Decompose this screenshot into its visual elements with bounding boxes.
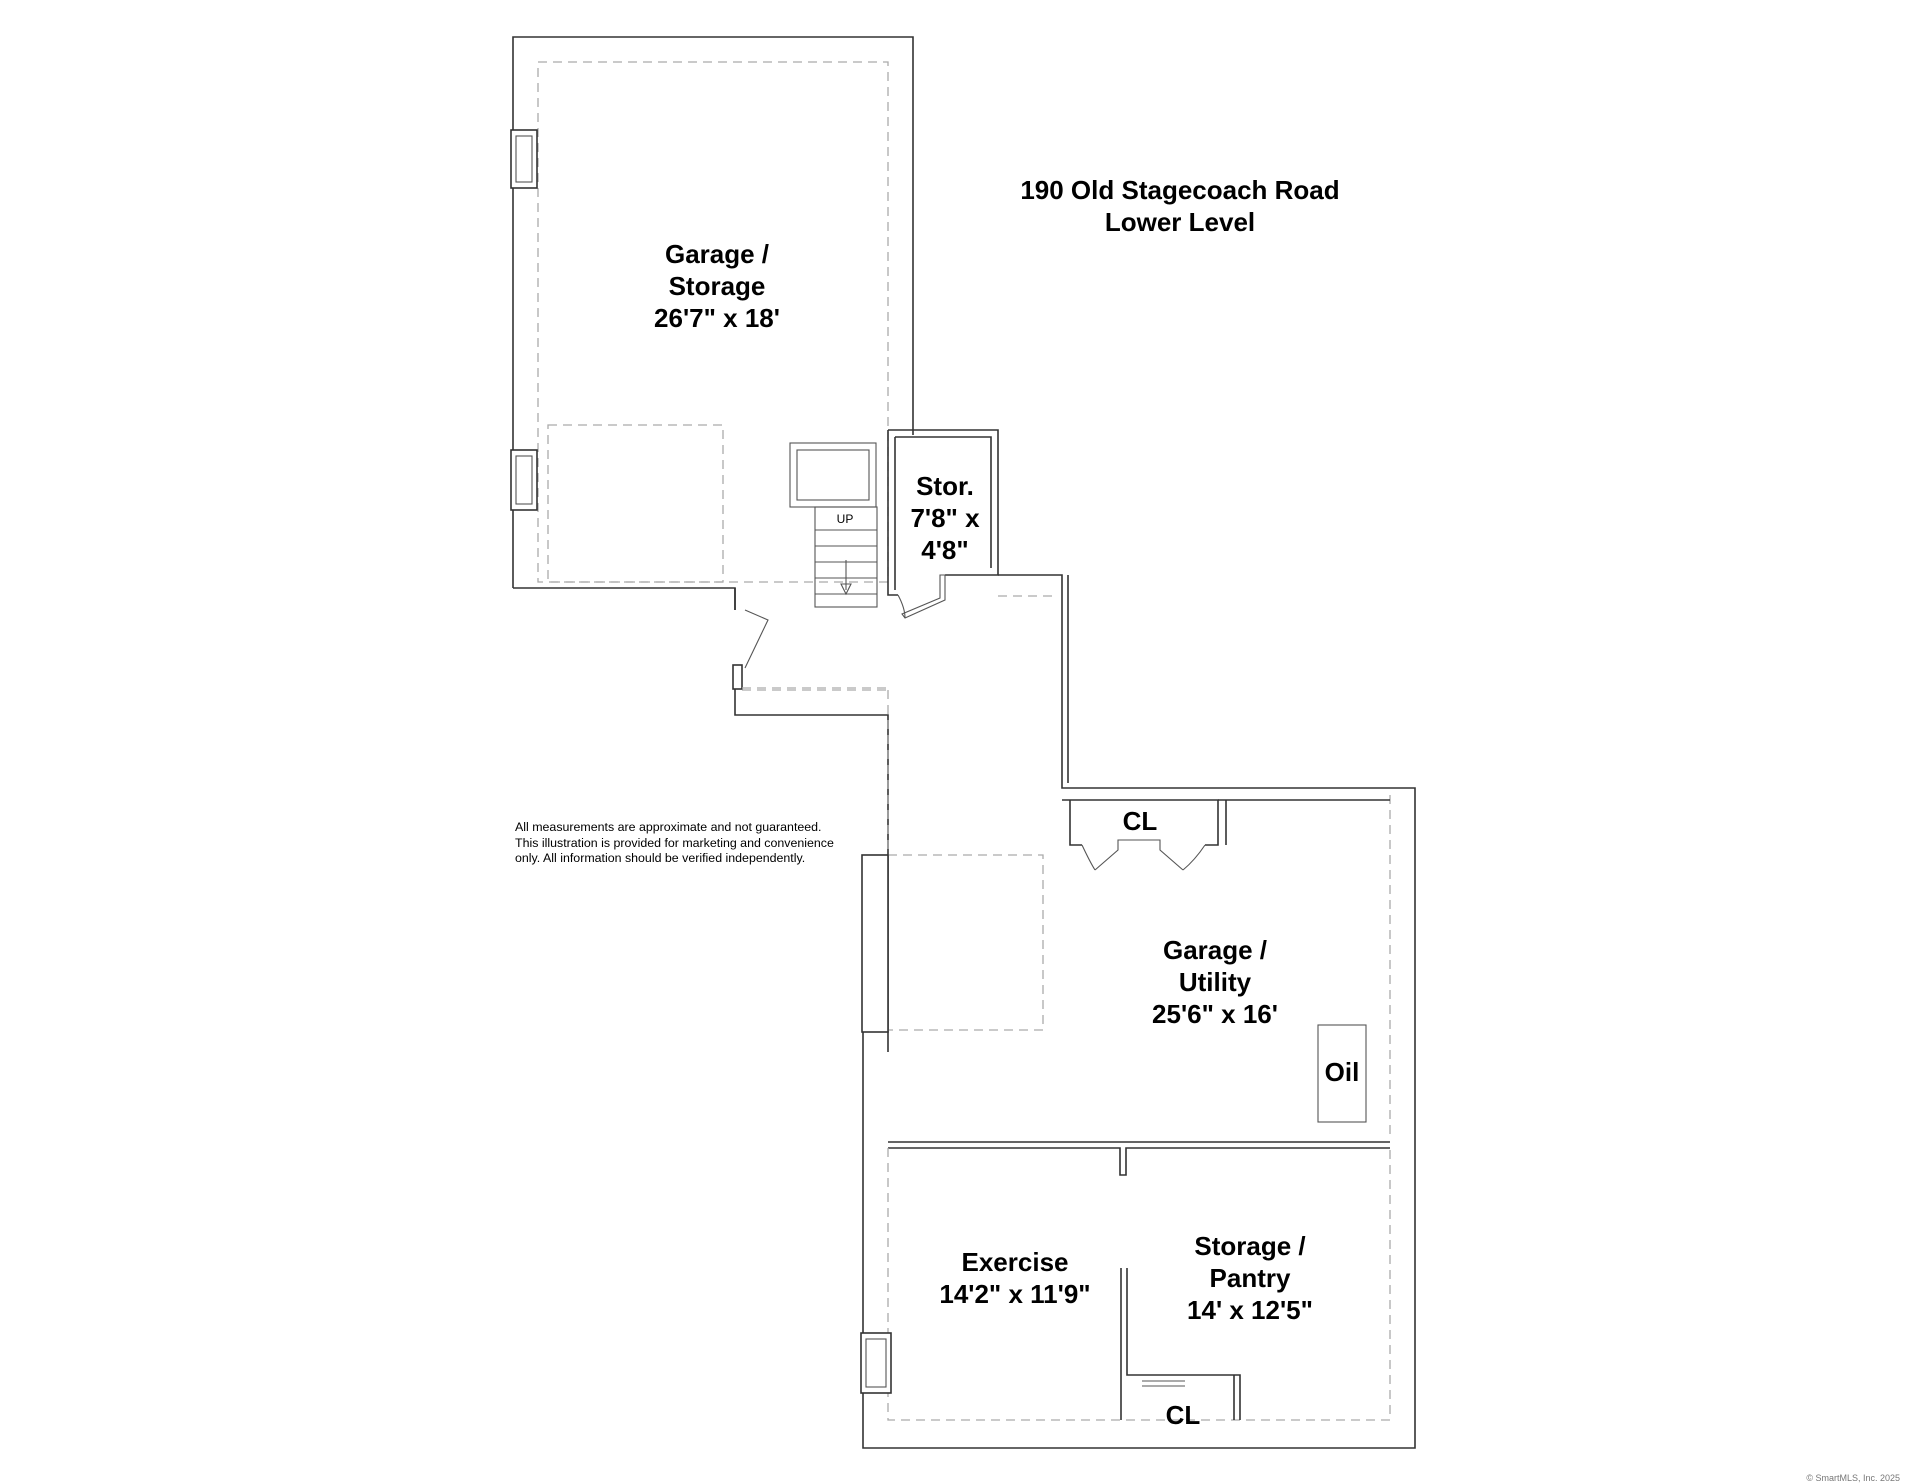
room-name: Pantry [1209, 1263, 1291, 1293]
room-exercise [910, 1246, 1120, 1310]
room-garage-utility [1115, 934, 1315, 1030]
copyright: © SmartMLS, Inc. 2025 [1806, 1473, 1900, 1483]
room-stor [893, 470, 997, 566]
room-name: Storage [668, 271, 766, 301]
room-name: Storage / [1194, 1231, 1306, 1261]
room-name: Garage / [664, 239, 770, 269]
room-dims: 7'8" x [910, 503, 980, 533]
plan-level: Lower Level [1104, 207, 1256, 237]
room-dims: 14'2" x 11'9" [939, 1279, 1091, 1309]
plan-address: 190 Old Stagecoach Road [1020, 175, 1340, 205]
room-dims: 4'8" [921, 535, 969, 565]
room-dims: 14' x 12'5" [1187, 1295, 1313, 1325]
room-name: Stor. [916, 471, 974, 501]
plan-title [980, 174, 1380, 238]
room-closet-upper: CL [1122, 806, 1158, 836]
room-closet-lower: CL [1165, 1400, 1201, 1430]
room-name: Garage / [1162, 935, 1268, 965]
room-dims: 25'6" x 16' [1152, 999, 1278, 1029]
room-dims: 26'7" x 18' [654, 303, 780, 333]
room-name: Exercise [961, 1247, 1069, 1277]
oil-tank-label: Oil [1324, 1057, 1360, 1087]
room-garage-storage [617, 238, 817, 334]
room-name: Utility [1178, 967, 1252, 997]
lower-divider [888, 1142, 1390, 1175]
stair-up-label: UP [836, 512, 854, 526]
disclaimer: All measurements are approximate and not guaranteed. This illustration is provided for marketing and convenience only. All information should be verified independently. [515, 820, 834, 866]
room-storage-pantry [1150, 1230, 1350, 1326]
